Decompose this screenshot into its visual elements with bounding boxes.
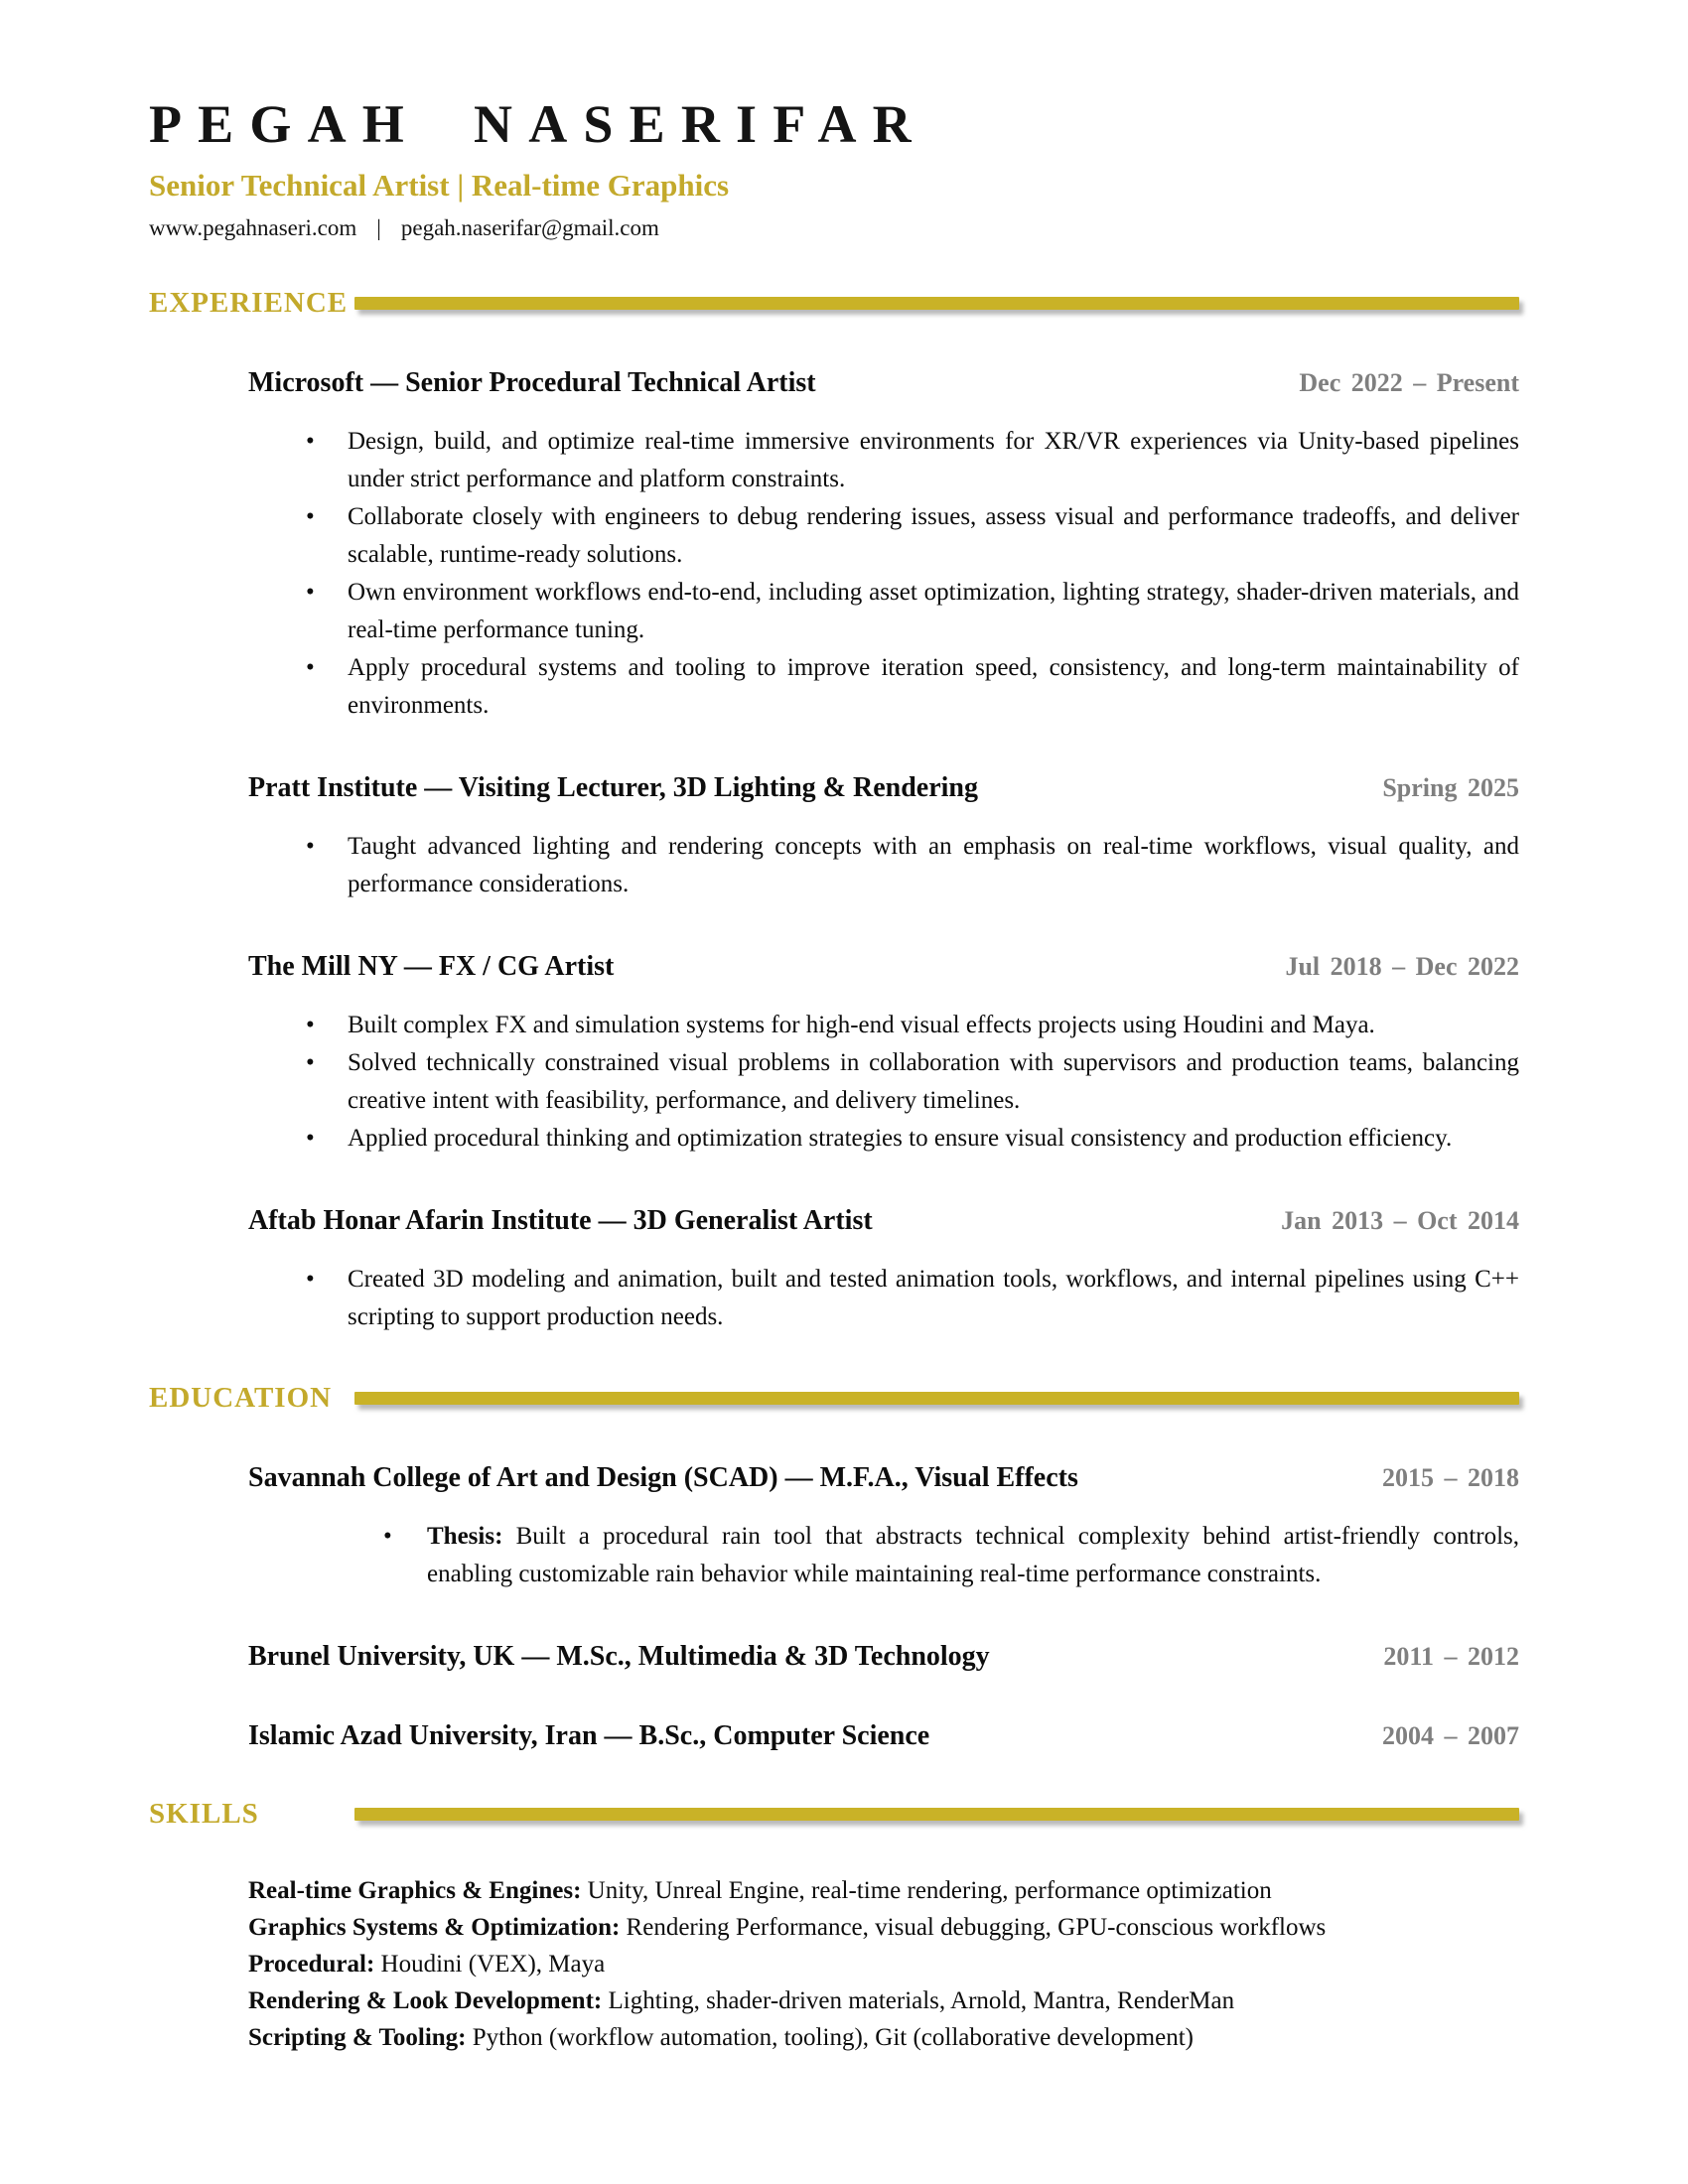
job-date: Jan 2013 – Oct 2014	[1281, 1206, 1519, 1236]
education-heading: EDUCATION	[149, 1382, 333, 1415]
skill-line	[248, 1946, 1519, 1982]
bullet-item: • Own environment workflows end-to-end, including asset optimization, lighting strategy, shader-driven materials, and real-time performance tuning.	[248, 574, 1519, 649]
skill-line	[248, 1909, 1519, 1946]
skill-text: Lighting, shader-driven materials, Arnold, Mantra, RenderMan	[608, 1987, 1235, 2015]
job-title: Aftab Honar Afarin Institute — 3D Generalist Artist	[248, 1205, 873, 1237]
job-bullets	[248, 828, 1519, 903]
skill-line	[248, 2019, 1519, 2056]
contact-line	[149, 215, 1519, 241]
job-bullets	[248, 1261, 1519, 1336]
skill-label: Scripting & Tooling:	[248, 2024, 467, 2052]
bullet-item: • Apply procedural systems and tooling to improve iteration speed, consistency, and long-term maintainability of environments.	[248, 649, 1519, 725]
thesis-bullet	[248, 1518, 1519, 1593]
education-date: 2011 – 2012	[1383, 1642, 1519, 1672]
skill-label: Rendering & Look Development:	[248, 1987, 603, 2015]
job-date: Jul 2018 – Dec 2022	[1285, 952, 1519, 982]
education-title: Brunel University, UK — M.Sc., Multimedia & 3D Technology	[248, 1641, 990, 1673]
contact-separator: |	[376, 215, 381, 241]
skill-line	[248, 1982, 1519, 2019]
education-date: 2004 – 2007	[1382, 1721, 1519, 1751]
skill-text: Unity, Unreal Engine, real-time rendering, performance optimization	[587, 1877, 1272, 1905]
job-date: Spring 2025	[1382, 773, 1519, 803]
job-bullets	[248, 423, 1519, 725]
education-entry	[248, 1462, 1519, 1593]
job-date: Dec 2022 – Present	[1299, 368, 1519, 398]
person-title: Senior Technical Artist | Real-time Graphics	[149, 168, 730, 204]
skill-label: Real-time Graphics & Engines:	[248, 1877, 582, 1905]
skill-label: Graphics Systems & Optimization:	[248, 1914, 621, 1942]
thesis-label: Thesis:	[427, 1523, 503, 1551]
skill-text: Rendering Performance, visual debugging, GPU-conscious workflows	[626, 1914, 1327, 1942]
section-rule	[354, 1392, 1519, 1405]
bullet-item: • Built complex FX and simulation systems for high-end visual effects projects using Houdini and Maya.	[248, 1007, 1519, 1044]
person-name: PEGAH NASERIFAR	[149, 94, 927, 154]
education-entry	[248, 1720, 1519, 1752]
job-entry	[248, 367, 1519, 725]
education-date: 2015 – 2018	[1382, 1463, 1519, 1493]
experience-heading: EXPERIENCE	[149, 287, 349, 320]
bullet-item: • Created 3D modeling and animation, built and tested animation tools, workflows, and internal pipelines using C++ scripting to support production needs.	[248, 1261, 1519, 1336]
skill-label: Procedural:	[248, 1951, 375, 1979]
job-title: Pratt Institute — Visiting Lecturer, 3D Lighting & Rendering	[248, 772, 978, 804]
education-entry	[248, 1641, 1519, 1673]
job-title: Microsoft — Senior Procedural Technical Artist	[248, 367, 816, 399]
skill-text: Python (workflow automation, tooling), Git (collaborative development)	[472, 2024, 1194, 2052]
skills-section-header	[149, 1798, 1519, 1831]
website-link[interactable]: www.pegahnaseri.com	[149, 215, 357, 241]
job-entry	[248, 772, 1519, 903]
skills-heading: SKILLS	[149, 1798, 259, 1831]
education-section-header	[149, 1382, 1519, 1415]
resume-header	[149, 95, 1519, 241]
education-bullets	[248, 1518, 1519, 1593]
bullet-item: • Design, build, and optimize real-time immersive environments for XR/VR experiences via Unity-based pipelines under strict performance and platform constraints.	[248, 423, 1519, 498]
bullet-item: • Taught advanced lighting and rendering concepts with an emphasis on real-time workflows, visual quality, and performance considerations.	[248, 828, 1519, 903]
skills-list	[248, 1872, 1519, 2056]
bullet-item: • Solved technically constrained visual problems in collaboration with supervisors and production teams, balancing creative intent with feasibility, performance, and delivery timelines.	[248, 1044, 1519, 1120]
section-rule	[354, 1808, 1519, 1821]
job-title: The Mill NY — FX / CG Artist	[248, 951, 615, 983]
experience-section-header	[149, 287, 1519, 320]
skill-line	[248, 1872, 1519, 1909]
job-entry	[248, 1205, 1519, 1336]
bullet-item: • Collaborate closely with engineers to debug rendering issues, assess visual and performance tradeoffs, and deliver scalable, runtime-ready solutions.	[248, 498, 1519, 574]
bullet-item: • Applied procedural thinking and optimization strategies to ensure visual consistency and production efficiency.	[248, 1120, 1519, 1158]
job-entry	[248, 951, 1519, 1158]
education-title: Islamic Azad University, Iran — B.Sc., Computer Science	[248, 1720, 930, 1752]
thesis-text: Built a procedural rain tool that abstracts technical complexity behind artist-friendly controls, enabling customizable rain behavior while maintaining real-time performance constraints.	[427, 1523, 1520, 1588]
section-rule	[354, 297, 1519, 310]
skill-text: Houdini (VEX), Maya	[380, 1951, 606, 1979]
education-title: Savannah College of Art and Design (SCAD) — M.F.A., Visual Effects	[248, 1462, 1078, 1494]
email-link[interactable]: pegah.naserifar@gmail.com	[400, 215, 659, 241]
job-bullets	[248, 1007, 1519, 1158]
